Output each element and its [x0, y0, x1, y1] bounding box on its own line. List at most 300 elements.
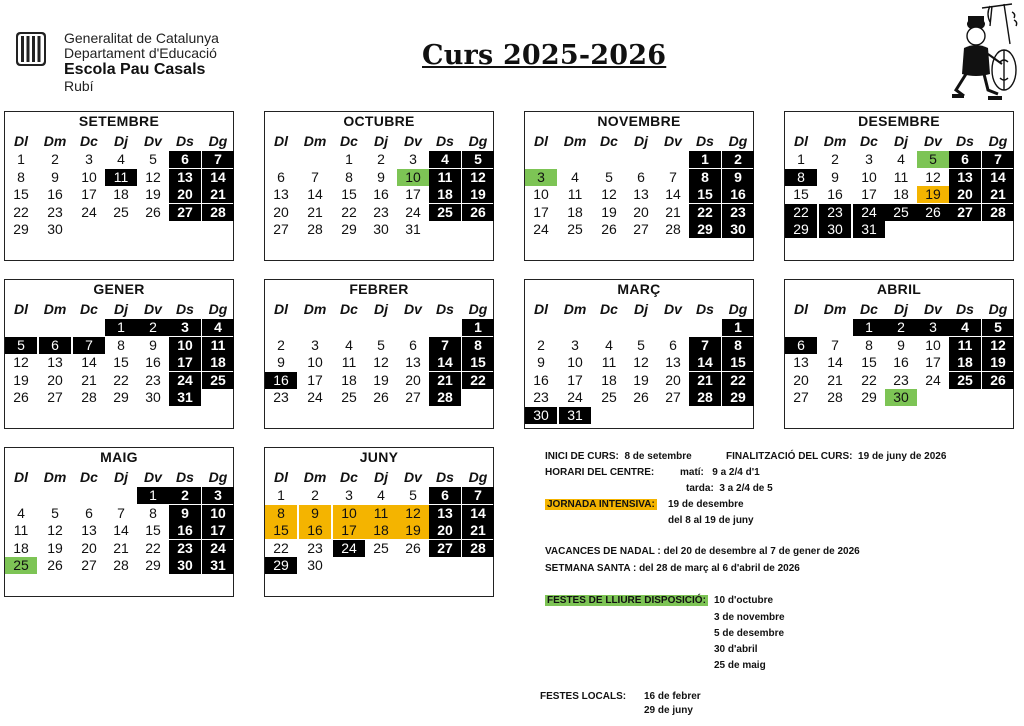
calendar-day: 20: [81, 539, 97, 556]
weekday-label: Ds: [436, 301, 454, 317]
calendar-day: 25: [113, 203, 129, 220]
month-abril: [784, 279, 1014, 429]
weekday-label: Dl: [14, 301, 28, 317]
calendar-day: 25: [202, 372, 234, 389]
calendar-day: 12: [925, 168, 941, 185]
weekday-label: Dc: [340, 469, 358, 485]
calendar-day: 27: [665, 389, 681, 406]
month-name: OCTUBRE: [343, 113, 415, 129]
calendar-day: 29: [113, 389, 129, 406]
month-maig: [4, 447, 234, 597]
calendar-day: 16: [47, 186, 63, 203]
calendar-day: 5: [605, 168, 613, 185]
weekday-label: Dl: [274, 301, 288, 317]
info-festes: [545, 595, 708, 606]
calendar-day: 1: [797, 151, 805, 167]
calendar-day: 8: [265, 505, 297, 522]
calendar-day: 10: [925, 336, 941, 353]
weekday-label: Dc: [600, 133, 618, 149]
calendar-day: 14: [113, 522, 129, 539]
calendar-day: 17: [307, 371, 323, 388]
calendar-day: 14: [665, 186, 681, 203]
weekday-label: Dl: [14, 469, 28, 485]
calendar-day: 3: [865, 151, 873, 167]
calendar-day: 8: [785, 169, 817, 186]
calendar-day: 14: [307, 186, 323, 203]
info-inici-label: INICI DE CURS:: [545, 451, 619, 462]
weekday-label: Dm: [823, 133, 847, 149]
weekday-label: Dm: [563, 133, 587, 149]
calendar-day: 4: [345, 336, 353, 353]
calendar-day: 20: [793, 371, 809, 388]
calendar-day: 24: [307, 389, 323, 406]
calendar-day: 29: [13, 221, 29, 238]
calendar-day: 28: [689, 389, 721, 406]
calendar-day: 4: [429, 151, 461, 168]
calendar-day: 9: [277, 354, 285, 371]
calendar-day: 15: [861, 354, 877, 371]
weekday-label: Dm: [43, 133, 67, 149]
calendar-day: 5: [149, 151, 157, 167]
calendar-day: 27: [81, 557, 97, 574]
calendar-day: 12: [982, 337, 1014, 354]
info-jornada-label: JORNADA INTENSIVA:: [547, 499, 655, 510]
calendar-day: 27: [949, 204, 981, 221]
calendar-day: 11: [341, 354, 357, 371]
calendar-day: 2: [831, 151, 839, 167]
calendar-day: 27: [273, 221, 289, 238]
calendar-day: 11: [105, 169, 137, 186]
calendar-day: 25: [949, 372, 981, 389]
calendar-day: 14: [202, 169, 234, 186]
calendar-day: 22: [113, 371, 129, 388]
weekday-label: Dg: [988, 133, 1008, 149]
calendar-day: 24: [333, 540, 365, 557]
calendar-day: 27: [47, 389, 63, 406]
weekday-label: Dv: [404, 133, 422, 149]
weekday-label: Dl: [274, 133, 288, 149]
weekday-label: Dv: [664, 301, 682, 317]
calendar-day: 25: [567, 221, 583, 238]
calendar-day: 12: [145, 168, 161, 185]
calendar-day: 12: [13, 354, 29, 371]
weekday-label: Ds: [176, 469, 194, 485]
calendar-day: 15: [689, 186, 721, 203]
weekday-label: Dl: [534, 301, 548, 317]
calendar-day: 6: [949, 151, 981, 168]
calendar-day: 16: [169, 522, 201, 539]
calendar-day: 13: [273, 186, 289, 203]
calendar-day: 10: [861, 168, 877, 185]
weekday-label: Dc: [80, 301, 98, 317]
calendar-day: 10: [202, 505, 234, 522]
calendar-day: 7: [831, 336, 839, 353]
weekday-label: Dc: [80, 133, 98, 149]
calendar-day: 15: [462, 354, 494, 371]
calendar-day: 22: [13, 203, 29, 220]
weekday-label: Dl: [794, 133, 808, 149]
calendar-day: 15: [145, 522, 161, 539]
calendar-day: 23: [533, 389, 549, 406]
calendar-day: 16: [827, 186, 843, 203]
weekday-label: Dc: [600, 301, 618, 317]
calendar-day: 9: [377, 168, 385, 185]
calendar-day: 20: [273, 203, 289, 220]
calendar-day: 30: [145, 389, 161, 406]
calendar-day: 17: [533, 203, 549, 220]
calendar-day: 29: [689, 221, 721, 238]
calendar-day: 8: [345, 168, 353, 185]
calendar-day: 4: [17, 504, 25, 521]
calendar-day: 19: [47, 539, 63, 556]
calendar-day: 16: [299, 522, 331, 539]
calendar-day: 18: [365, 522, 397, 539]
calendar-day: 31: [853, 221, 885, 238]
weekday-label: Dm: [43, 469, 67, 485]
calendar-day: 30: [722, 221, 754, 238]
calendar-day: 8: [149, 504, 157, 521]
weekday-label: Dg: [468, 133, 488, 149]
calendar-day: 12: [397, 505, 429, 522]
calendar-day: 16: [722, 186, 754, 203]
calendar-day: 23: [307, 539, 323, 556]
weekday-label: Dl: [534, 133, 548, 149]
calendar-day: 1: [462, 319, 494, 336]
weekday-label: Dg: [468, 469, 488, 485]
calendar-day: 12: [462, 169, 494, 186]
calendar-day: 6: [669, 336, 677, 353]
calendar-day: 31: [405, 221, 421, 238]
calendar-day: 2: [169, 487, 201, 504]
calendar-day: 2: [722, 151, 754, 168]
month-desembre: [784, 111, 1014, 261]
calendar-day: 1: [137, 487, 169, 504]
calendar-day: 2: [51, 151, 59, 167]
calendar-day: 4: [571, 168, 579, 185]
calendar-day: 15: [722, 354, 754, 371]
calendar-day: 8: [117, 336, 125, 353]
month-octubre: [264, 111, 494, 261]
calendar-day: 26: [47, 557, 63, 574]
calendar-day: 4: [605, 336, 613, 353]
calendar-day: 20: [47, 371, 63, 388]
weekday-label: Dj: [374, 469, 388, 485]
calendar-day: 7: [429, 337, 461, 354]
calendar-day: 6: [785, 337, 817, 354]
calendar-day: 7: [982, 151, 1014, 168]
calendar-day: 4: [202, 319, 234, 336]
calendar-day: 30: [47, 221, 63, 238]
calendar-day: 17: [925, 354, 941, 371]
calendar-day: 8: [689, 169, 721, 186]
calendar-day: 20: [405, 371, 421, 388]
calendar-day: 4: [897, 151, 905, 167]
calendar-day: 1: [722, 319, 754, 336]
calendar-day: 21: [202, 186, 234, 203]
calendar-day: 18: [341, 371, 357, 388]
calendar-day: 8: [17, 168, 25, 185]
month-juny: [264, 447, 494, 597]
calendar-day: 9: [51, 168, 59, 185]
calendar-day: 3: [85, 151, 93, 167]
calendar-day: 31: [169, 389, 201, 406]
calendar-day: 3: [525, 169, 557, 186]
calendar-day: 11: [893, 168, 909, 185]
calendar-day: 21: [665, 203, 681, 220]
calendar-day: 26: [917, 204, 949, 221]
calendar-day: 24: [202, 540, 234, 557]
calendar-day: 1: [277, 487, 285, 503]
info-jornada: [545, 499, 657, 510]
info-tarda: tarda: 3 a 2/4 de 5: [686, 483, 773, 494]
month-name: JUNY: [359, 449, 399, 465]
calendar-day: 28: [307, 221, 323, 238]
weekday-label: Dm: [303, 301, 327, 317]
calendar-day: 2: [277, 336, 285, 353]
weekday-label: Dc: [340, 133, 358, 149]
weekday-label: Dc: [860, 301, 878, 317]
weekday-label: Dm: [43, 301, 67, 317]
calendar-day: 6: [409, 336, 417, 353]
calendar-day: 18: [429, 186, 461, 203]
calendar-day: 6: [169, 151, 201, 168]
weekday-label: Dj: [634, 301, 648, 317]
weekday-label: Dj: [374, 301, 388, 317]
calendar-day: 9: [897, 336, 905, 353]
calendar-day: 24: [81, 203, 97, 220]
calendar-day: 11: [567, 186, 583, 203]
weekday-label: Ds: [696, 301, 714, 317]
calendar-day: 18: [949, 354, 981, 371]
calendar-day: 26: [145, 203, 161, 220]
calendar-day: 2: [137, 319, 169, 336]
calendar-day: 19: [397, 522, 429, 539]
weekday-label: Dg: [208, 133, 228, 149]
calendar-day: 10: [567, 354, 583, 371]
month-marc: [524, 279, 754, 429]
calendar-day: 24: [405, 203, 421, 220]
month-name: FEBRER: [349, 281, 409, 297]
calendar-day: 28: [665, 221, 681, 238]
calendar-day: 19: [982, 354, 1014, 371]
info-inici: [545, 451, 692, 462]
calendar-day: 28: [113, 557, 129, 574]
calendar-day: 5: [409, 487, 417, 503]
calendar-day: 12: [601, 186, 617, 203]
calendar-day: 13: [47, 354, 63, 371]
calendar-day: 31: [559, 407, 591, 424]
calendar-day: 3: [169, 319, 201, 336]
calendar-day: 5: [51, 504, 59, 521]
calendar-day: 30: [169, 557, 201, 574]
calendar-day: 25: [5, 557, 37, 574]
weekday-label: Dg: [468, 301, 488, 317]
info-locals-2: 29 de juny: [644, 705, 693, 716]
calendar-day: 18: [202, 354, 234, 371]
calendar-day: 25: [341, 389, 357, 406]
calendar-day: 27: [793, 389, 809, 406]
calendar-day: 20: [169, 186, 201, 203]
calendar-day: 16: [145, 354, 161, 371]
weekday-label: Dc: [860, 133, 878, 149]
calendar-day: 10: [533, 186, 549, 203]
calendar-day: 7: [669, 168, 677, 185]
weekday-label: Dg: [208, 469, 228, 485]
info-horari-label: HORARI DEL CENTRE:: [545, 467, 655, 478]
calendar-day: 26: [13, 389, 29, 406]
weekday-label: Ds: [956, 133, 974, 149]
calendar-day: 20: [949, 186, 981, 203]
calendar-day: 27: [429, 540, 461, 557]
cellist-illustration-icon: [944, 2, 1022, 104]
calendar-day: 7: [73, 337, 105, 354]
calendar-day: 21: [462, 522, 494, 539]
calendar-day: 23: [47, 203, 63, 220]
calendar-day: 14: [462, 505, 494, 522]
calendar-day: 10: [81, 168, 97, 185]
info-inici-value: 8 de setembre: [624, 451, 692, 462]
calendar-day: 9: [831, 168, 839, 185]
calendar-day: 8: [865, 336, 873, 353]
calendar-day: 6: [39, 337, 71, 354]
calendar-day: 29: [341, 221, 357, 238]
weekday-label: Dj: [374, 133, 388, 149]
calendar-day: 25: [601, 389, 617, 406]
info-festes-1: 10 d'octubre: [714, 595, 774, 606]
month-name: MAIG: [100, 449, 138, 465]
month-setembre: [4, 111, 234, 261]
weekday-label: Dl: [14, 133, 28, 149]
info-mati: matí: 9 a 2/4 d'1: [680, 467, 760, 478]
weekday-label: Dm: [823, 301, 847, 317]
calendar-day: 29: [785, 221, 817, 238]
calendar-day: 12: [373, 354, 389, 371]
weekday-label: Dv: [144, 301, 162, 317]
calendar-day: 15: [113, 354, 129, 371]
calendar-day: 25: [373, 539, 389, 556]
calendar-day: 13: [793, 354, 809, 371]
calendar-day: 22: [785, 204, 817, 221]
weekday-label: Dg: [728, 133, 748, 149]
calendar-day: 3: [311, 336, 319, 353]
calendar-day: 14: [827, 354, 843, 371]
calendar-day: 14: [689, 354, 721, 371]
calendar-day: 21: [982, 186, 1014, 203]
calendar-day: 18: [893, 186, 909, 203]
calendar-day: 22: [689, 204, 721, 221]
school-header: [64, 31, 219, 94]
calendar-day: 7: [202, 151, 234, 168]
weekday-label: Ds: [696, 133, 714, 149]
weekday-label: Dj: [114, 133, 128, 149]
weekday-label: Dg: [988, 301, 1008, 317]
calendar-day: 7: [117, 504, 125, 521]
info-locals-label: FESTES LOCALS:: [540, 691, 627, 702]
calendar-day: 3: [571, 336, 579, 353]
calendar-day: 23: [145, 371, 161, 388]
calendar-day: 6: [429, 487, 461, 504]
month-name: DESEMBRE: [858, 113, 940, 129]
calendar-day: 19: [917, 186, 949, 203]
info-final: [726, 451, 946, 462]
calendar-day: 9: [537, 354, 545, 371]
calendar-day: 21: [113, 539, 129, 556]
calendar-day: 22: [861, 371, 877, 388]
calendar-day: 13: [949, 169, 981, 186]
calendar-day: 23: [169, 540, 201, 557]
calendar-day: 2: [377, 151, 385, 167]
calendar-day: 24: [567, 389, 583, 406]
calendar-day: 13: [169, 169, 201, 186]
info-festes-4: 30 d'abril: [714, 644, 758, 655]
weekday-label: Dv: [144, 133, 162, 149]
weekday-label: Dj: [634, 133, 648, 149]
calendar-day: 11: [601, 354, 617, 371]
calendar-day: 9: [299, 505, 331, 522]
generalitat-logo-icon: [16, 32, 46, 66]
month-name: MARÇ: [617, 281, 661, 297]
page-title: Curs 2025-2026: [422, 40, 667, 71]
calendar-day: 23: [273, 389, 289, 406]
weekday-label: Dg: [208, 301, 228, 317]
calendar-day: 21: [429, 372, 461, 389]
calendar-day: 16: [533, 371, 549, 388]
calendar-day: 5: [982, 319, 1014, 336]
weekday-label: Ds: [176, 301, 194, 317]
calendar-day: 30: [885, 389, 917, 406]
calendar-day: 13: [633, 186, 649, 203]
calendar-day: 24: [533, 221, 549, 238]
weekday-label: Dv: [924, 133, 942, 149]
calendar-day: 11: [429, 169, 461, 186]
calendar-day: 20: [633, 203, 649, 220]
calendar-day: 23: [893, 371, 909, 388]
calendar-day: 5: [462, 151, 494, 168]
calendar-day: 29: [265, 557, 297, 574]
calendar-day: 25: [429, 204, 461, 221]
calendar-day: 17: [81, 186, 97, 203]
calendar-day: 14: [429, 354, 461, 371]
info-festes-label: FESTES DE LLIURE DISPOSICIÓ:: [547, 595, 706, 606]
calendar-day: 28: [462, 540, 494, 557]
calendar-day: 17: [333, 522, 365, 539]
header-line-department: Departament d'Educació: [64, 45, 217, 61]
calendar-day: 22: [341, 203, 357, 220]
calendar-day: 3: [917, 319, 949, 336]
calendar-day: 19: [373, 371, 389, 388]
calendar-day: 11: [365, 505, 397, 522]
weekday-label: Ds: [436, 133, 454, 149]
weekday-label: Dv: [404, 301, 422, 317]
calendar-day: 7: [462, 487, 494, 504]
calendar-day: 19: [145, 186, 161, 203]
calendar-day: 31: [202, 557, 234, 574]
weekday-label: Dc: [340, 301, 358, 317]
header-line-school: Escola Pau Casals: [64, 61, 206, 78]
calendar-day: 25: [885, 204, 917, 221]
calendar-day: 27: [633, 221, 649, 238]
calendar-day: 26: [373, 389, 389, 406]
calendar-day: 10: [169, 337, 201, 354]
calendar-day: 12: [47, 522, 63, 539]
calendar-day: 8: [462, 337, 494, 354]
calendar-day: 26: [601, 221, 617, 238]
calendar-day: 1: [345, 151, 353, 167]
calendar-day: 26: [405, 539, 421, 556]
calendar-day: 3: [345, 487, 353, 503]
calendar-day: 24: [169, 372, 201, 389]
calendar-day: 29: [722, 389, 754, 406]
